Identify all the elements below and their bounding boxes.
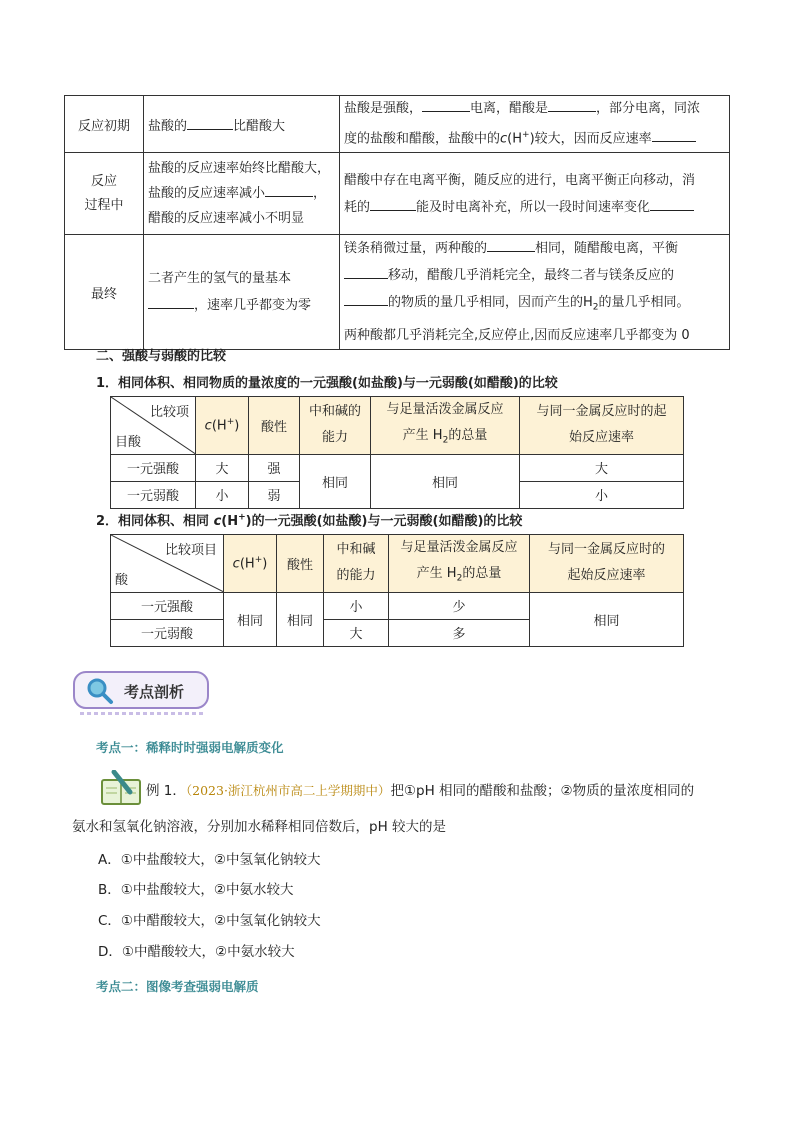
stage-initial: 反应初期 [65,96,144,153]
header-ch [224,535,277,593]
row-label: 一元弱酸 [111,619,224,646]
corner-header [111,397,196,455]
fill-blank[interactable] [370,198,416,211]
text: 醋酸中存在电离平衡，随反应的进行，电离平衡正向移动，消 [344,172,696,188]
text: 耗的 [344,199,371,215]
corner-bottom-label: 酸 [115,572,129,588]
text: ， [313,186,327,202]
merged-cell: 相同 [277,592,324,646]
text: ) [262,556,268,572]
text: 把①pH 相同的醋酸和盐酸；②物质的量浓度相同的 [390,783,695,799]
text: + [226,417,235,428]
text: 的物质的量几乎相同，因而产生的H [388,295,593,311]
text: 移动，醋酸几乎消耗完全，最终二者与镁条反应的 [388,268,675,284]
stage-final: 最终 [65,235,144,350]
text: 盐酸的反应速率减小 [148,186,266,202]
text: 两种酸都几乎消耗完全,反应停止,因而反应速率几乎都变为 0 [344,327,690,343]
option-a[interactable]: A．①中盐酸较大，②中氢氧化钠较大 [98,852,321,868]
corner-top-label: 比较项目 [164,543,217,558]
text: 电离，醋酸是 [470,101,549,116]
fill-blank[interactable] [344,293,388,306]
text: 与同一金属反应时的起 [536,404,667,420]
text: ) [234,418,240,434]
stage-process [65,153,144,235]
text: ，部分电离，同浓 [596,101,701,116]
cell: 大 [196,454,249,481]
initial-right-cell [340,96,730,153]
merged-cell: 相同 [530,592,684,646]
text: 的能力 [336,568,376,584]
example-stem-line-1 [146,779,694,799]
text: (H [239,556,255,572]
example-label: 例 1． [146,783,186,799]
final-right-cell [340,235,730,350]
corner-top-label: 比较项 [149,405,189,420]
row-label: 一元弱酸 [111,481,196,508]
text: )的一元强酸(如盐酸)与一元弱酸(如醋酸)的比较 [245,514,523,529]
initial-left-cell [144,96,340,153]
cell: 大 [520,454,684,481]
text: 2 [456,573,463,584]
text: 2 [592,302,599,313]
text: 中和碱 [336,542,376,558]
same-ph-table [110,534,684,647]
header-initial-rate [530,535,684,593]
text: 起始反应速率 [567,568,646,584]
text: 二者产生的氢气的量基本 [148,271,292,287]
header-h2-total [389,535,530,593]
fill-blank[interactable] [344,266,388,279]
text: 能及时电离补充，所以一段时间速率变化 [416,199,651,215]
text: 与足量活泼金属反应 [400,540,518,555]
text: 比醋酸大 [233,118,286,134]
cell: 小 [324,592,389,619]
example-source: （2023·浙江杭州市高二上学期期中） [185,783,391,798]
text: 2 [442,435,449,446]
magnifier-icon [86,677,114,705]
fill-blank[interactable] [548,99,596,112]
text: 盐酸的 [148,118,188,134]
text: 盐酸是强酸， [344,101,423,116]
text: 反应 [90,173,117,189]
text: 产生 H [402,428,443,443]
text: 过程中 [84,197,124,213]
cell: 小 [520,481,684,508]
text: c [213,514,222,529]
text: 与同一金属反应时的 [547,542,665,558]
text: 中和碱的 [308,404,361,420]
row-label: 一元强酸 [111,592,224,619]
fill-blank[interactable] [650,198,694,211]
cell: 大 [324,619,389,646]
text: 始反应速率 [568,430,634,446]
merged-cell: 相同 [300,454,371,508]
fill-blank[interactable] [652,129,696,142]
final-left-cell [144,235,340,350]
header-acidity: 酸性 [249,397,300,455]
notebook-pen-icon [100,770,144,806]
text: (H [221,514,239,529]
option-b[interactable]: B．①中盐酸较大，②中氨水较大 [98,882,294,898]
process-left-cell [144,153,340,235]
text: 盐酸的反应速率始终比醋酸大， [148,161,331,177]
merged-cell: 相同 [371,454,520,508]
text: ，速率几乎都变为零 [194,298,312,314]
text: + [522,130,530,140]
text: )较大，因而反应速率 [529,131,652,147]
header-acidity: 酸性 [277,535,324,593]
text: 的量几乎相同。 [598,295,690,311]
badge-label: 考点剖析 [124,683,185,701]
cell: 小 [196,481,249,508]
section-heading: 二、强酸与弱酸的比较 [96,349,227,364]
header-h2-total [371,397,520,455]
merged-cell: 相同 [224,592,277,646]
point-one-heading: 考点一：稀释时时强弱电解质变化 [96,740,284,755]
process-right-cell [340,153,730,235]
text: (H [507,131,523,147]
text: (H [211,418,227,434]
text: 的总量 [462,566,502,581]
fill-blank[interactable] [265,184,313,197]
text: 醋酸的反应速率减小不明显 [148,211,305,227]
cell: 少 [389,592,530,619]
text: 与足量活泼金属反应 [386,402,504,417]
header-initial-rate [520,397,684,455]
fill-blank[interactable] [487,239,535,252]
same-concentration-table [110,396,684,509]
text: 镁条稍微过量，两种酸的 [344,241,488,257]
fill-blank[interactable] [187,117,233,130]
text: 相同，随醋酸电离，平衡 [535,241,679,257]
header-neutralize [300,397,371,455]
corner-bottom-label: 目酸 [115,434,142,450]
text: + [254,555,263,566]
option-d[interactable]: D．①中醋酸较大，②中氨水较大 [98,944,295,960]
header-ch [196,397,249,455]
fill-blank[interactable] [422,99,470,112]
example-stem-line-2: 氨水和氢氧化钠溶液，分别加水稀释相同倍数后，pH 较大的是 [72,819,447,835]
section-badge [72,668,212,716]
option-c[interactable]: C．①中醋酸较大，②中氢氧化钠较大 [98,913,321,929]
text: c [500,131,508,147]
row-label: 一元强酸 [111,454,196,481]
cell: 多 [389,619,530,646]
subsection-heading-1: 1．相同体积、相同物质的量浓度的一元强酸(如盐酸)与一元弱酸(如醋酸)的比较 [96,376,558,391]
text: 能力 [321,430,348,446]
subsection-heading-2 [96,510,522,529]
text: 2．相同体积、相同 [96,514,214,529]
reaction-comparison-table [64,95,730,350]
corner-header [111,535,224,593]
cell: 强 [249,454,300,481]
text: 的总量 [448,428,488,443]
text: c [204,418,212,434]
point-two-heading: 考点二：图像考查强弱电解质 [96,979,259,994]
text: 度的盐酸和醋酸，盐酸中的 [344,131,501,147]
text: + [238,512,246,523]
text: c [232,556,240,572]
text: 产生 H [416,566,457,581]
header-neutralize [324,535,389,593]
fill-blank[interactable] [148,296,194,309]
cell: 弱 [249,481,300,508]
